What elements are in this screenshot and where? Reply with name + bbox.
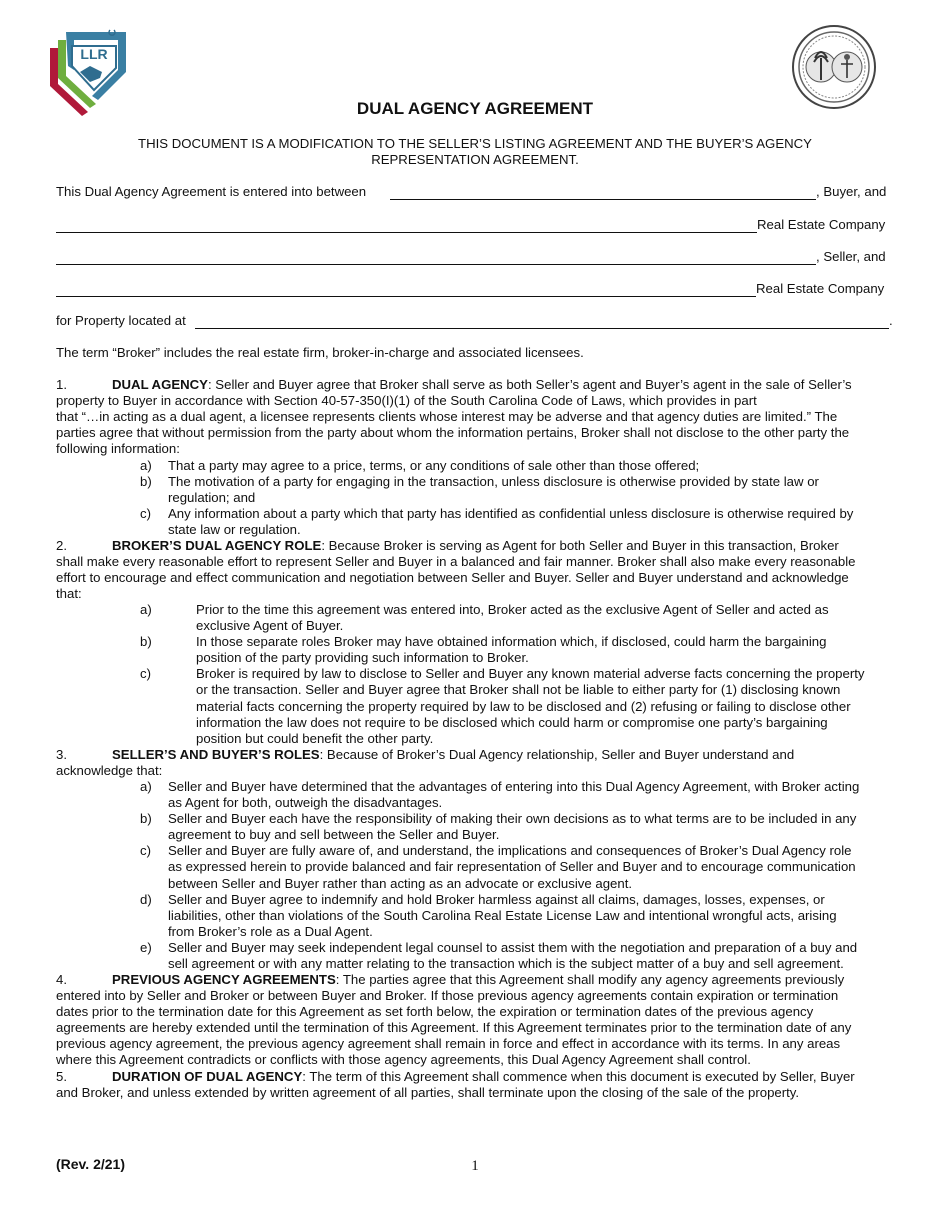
section-number: 2. — [56, 538, 67, 553]
list-text: Seller and Buyer have determined that the advantages of entering into this Dual Agency Agreement, with Broker acting — [168, 779, 860, 794]
list-marker: a) — [140, 602, 152, 617]
section-text: : The term of this Agreement shall commence when this document is executed by Seller, Buyer — [302, 1069, 855, 1084]
list-marker: b) — [140, 634, 152, 650]
buyer-company-field[interactable] — [56, 217, 757, 233]
section-text: : Because of Broker’s Dual Agency relationship, Seller and Buyer understand and — [319, 747, 795, 762]
list-text: agreement to buy and sell between the Seller and Buyer. — [168, 827, 500, 843]
section-text: dates prior to the termination date for this Agreement as set forth below, the expiration or termination dates of the previous agency — [56, 1004, 814, 1020]
list-item — [140, 602, 910, 634]
section-text: that: — [56, 586, 82, 602]
subtitle-line: REPRESENTATION AGREEMENT. — [371, 152, 579, 167]
list-item — [140, 506, 910, 538]
section-number: 5. — [56, 1069, 67, 1084]
list-marker: b) — [140, 474, 152, 490]
list-text: Prior to the time this agreement was entered into, Broker acted as the exclusive Agent of Seller and acted as — [196, 602, 829, 617]
revision-label: (Rev. 2/21) — [56, 1156, 125, 1172]
list-item — [140, 779, 910, 811]
list-marker: b) — [140, 811, 152, 827]
section-2 — [56, 538, 906, 602]
list-text: In those separate roles Broker may have obtained information which, if disclosed, could harm the bargaining — [196, 634, 827, 650]
list-text: regulation; and — [168, 490, 256, 506]
list-item — [140, 811, 910, 843]
property-suffix: . — [889, 313, 893, 328]
section-1-list — [140, 458, 910, 538]
list-item — [140, 474, 910, 506]
section-text: entered into by Seller and Broker or between Buyer and Broker. If those previous agency agreements contain expiration or termination — [56, 988, 839, 1004]
section-title: PREVIOUS AGENCY AGREEMENTS — [112, 972, 336, 987]
list-text: between Seller and Buyer rather than acting as an advocate or exclusive agent. — [168, 875, 633, 891]
section-text: property to Buyer in accordance with Section 40-57-350(I)(1) of the South Carolina Code of Laws, which provides in part — [56, 393, 757, 409]
list-marker: a) — [140, 458, 152, 473]
buyer-suffix: , Buyer, and — [816, 184, 887, 199]
list-text: position but could benefit the other party. — [196, 730, 434, 746]
list-marker: c) — [140, 843, 151, 859]
section-text: shall make every reasonable effort to represent Seller and Buyer in a balanced and fair manner. Broker shall also make every reasonable — [56, 554, 856, 570]
section-text: following information: — [56, 441, 180, 457]
page-number: 1 — [471, 1158, 479, 1174]
list-item — [140, 458, 910, 474]
section-number: 3. — [56, 747, 67, 762]
list-text: The motivation of a party for engaging in the transaction, unless disclosure is otherwise provided by state law or — [168, 474, 819, 490]
property-address-field[interactable] — [195, 313, 889, 329]
logo-text: LLR — [80, 46, 108, 62]
section-text: and Broker, and unless extended by written agreement of all parties, shall terminate upon the closing of the sale of the property. — [56, 1085, 800, 1101]
list-text: Broker is required by law to disclose to Seller and Buyer any known material adverse facts concerning the property — [196, 666, 865, 682]
list-text: position of the party providing such information to Broker. — [196, 650, 529, 666]
section-number: 4. — [56, 972, 67, 987]
seller-company-field[interactable] — [56, 281, 756, 297]
list-item — [140, 843, 910, 891]
property-label: for Property located at — [56, 313, 186, 328]
section-text: : Because Broker is serving as Agent for both Seller and Buyer in this transaction, Broker — [321, 538, 839, 553]
list-text: information the law does not require to be disclosed which could harm or compromise one party’s bargaining — [196, 714, 828, 730]
document-title: DUAL AGENCY AGREEMENT — [356, 99, 594, 118]
list-text: exclusive Agent of Buyer. — [196, 618, 344, 634]
section-3 — [56, 747, 906, 779]
section-2-list — [140, 602, 910, 747]
list-text: Seller and Buyer may seek independent legal counsel to assist them with the negotiation and preparation of a buy and — [168, 939, 858, 955]
list-text: material facts concerning the property required by law to be disclosed and (2) refusing or failing to disclose other — [196, 698, 851, 714]
section-title: BROKER’S DUAL AGENCY ROLE — [112, 538, 322, 553]
list-marker: e) — [140, 939, 152, 955]
list-text: as expressed herein to provide balanced and fair representation of Seller and Buyer and to encourage communication — [168, 859, 856, 875]
section-4 — [56, 972, 906, 1069]
section-3-list — [140, 779, 910, 972]
section-text: that “…in acting as a dual agent, a licensee represents clients whose interest may be adverse and that agency duties are limited.” The — [56, 409, 838, 425]
list-item — [140, 634, 910, 666]
list-marker: a) — [140, 779, 152, 794]
list-text: from Broker’s role as a Dual Agent. — [168, 923, 373, 939]
section-text: previous agency agreement, the previous agency agreement shall remain in force and effect in accordance with its terms. In any areas — [56, 1036, 841, 1052]
list-text: That a party may agree to a price, terms, or any conditions of sale other than those offered; — [168, 458, 700, 473]
broker-definition: The term “Broker” includes the real estate firm, broker-in-charge and associated licensees. — [56, 345, 584, 360]
list-marker: c) — [140, 506, 151, 522]
section-text: parties agree that without permission from the party about whom the information pertains, Broker shall not disclose to the other party the — [56, 425, 850, 441]
section-number: 1. — [56, 377, 67, 392]
list-text: Seller and Buyer agree to indemnify and hold Broker harmless against all claims, damages, losses, expenses, or — [168, 891, 825, 907]
list-text: sell agreement or with any matter relating to the transaction which is the subject matter of a buy and sell agreement. — [168, 956, 844, 972]
list-text: Seller and Buyer each have the responsibility of making their own decisions as to what terms are to be included in any — [168, 811, 857, 827]
list-text: or the transaction. Seller and Buyer agree that Broker shall not be liable to either party for (1) disclosing known — [196, 682, 841, 698]
list-text: liabilities, other than violations of the South Carolina Real Estate License Law and intentional wrongful acts, arising — [168, 907, 837, 923]
section-title: DUAL AGENCY — [112, 377, 208, 392]
section-text: : The parties agree that this Agreement shall modify any agency agreements previously — [335, 972, 845, 987]
list-text: Seller and Buyer are fully aware of, and understand, the implications and consequences of Broker’s Dual Agency role — [168, 843, 852, 859]
seller-name-field[interactable] — [56, 249, 816, 265]
list-marker: d) — [140, 891, 152, 907]
document-subtitle — [100, 136, 850, 168]
section-text: acknowledge that: — [56, 763, 163, 779]
section-text: : Seller and Buyer agree that Broker shall serve as both Seller’s agent and Buyer’s agent in the sale of Seller’s — [207, 377, 852, 392]
list-item — [140, 666, 910, 746]
section-text: effort to encourage and effect communication and negotiation between Seller and Buyer. Seller and Buyer understand and acknowledge — [56, 570, 849, 586]
list-item — [140, 940, 910, 972]
section-title: DURATION OF DUAL AGENCY — [112, 1069, 303, 1084]
subtitle-line: THIS DOCUMENT IS A MODIFICATION TO THE SELLER’S LISTING AGREEMENT AND THE BUYER’S AGENCY — [138, 136, 812, 151]
intro-label: This Dual Agency Agreement is entered into between — [56, 184, 367, 199]
list-text: state law or regulation. — [168, 522, 301, 538]
section-text: where this Agreement contradicts or conflicts with those agency agreements, this Dual Agency Agreement shall control. — [56, 1052, 751, 1068]
section-5 — [56, 1069, 906, 1101]
list-marker: c) — [140, 666, 151, 682]
list-item — [140, 892, 910, 940]
buyer-name-field[interactable] — [390, 184, 816, 200]
section-title: SELLER’S AND BUYER’S ROLES — [112, 747, 320, 762]
company-label-seller: Real Estate Company — [756, 281, 885, 296]
list-text: as Agent for both, outweigh the disadvantages. — [168, 795, 443, 811]
list-text: Any information about a party which that party has identified as confidential unless disclosure is otherwise required by — [168, 506, 854, 522]
company-label-buyer: Real Estate Company — [757, 217, 886, 232]
section-text: agreements are hereby extended until the termination of this Agreement. If this Agreement terminates prior to the termination date of any — [56, 1020, 852, 1036]
section-1 — [56, 377, 906, 457]
seller-suffix: , Seller, and — [816, 249, 886, 264]
